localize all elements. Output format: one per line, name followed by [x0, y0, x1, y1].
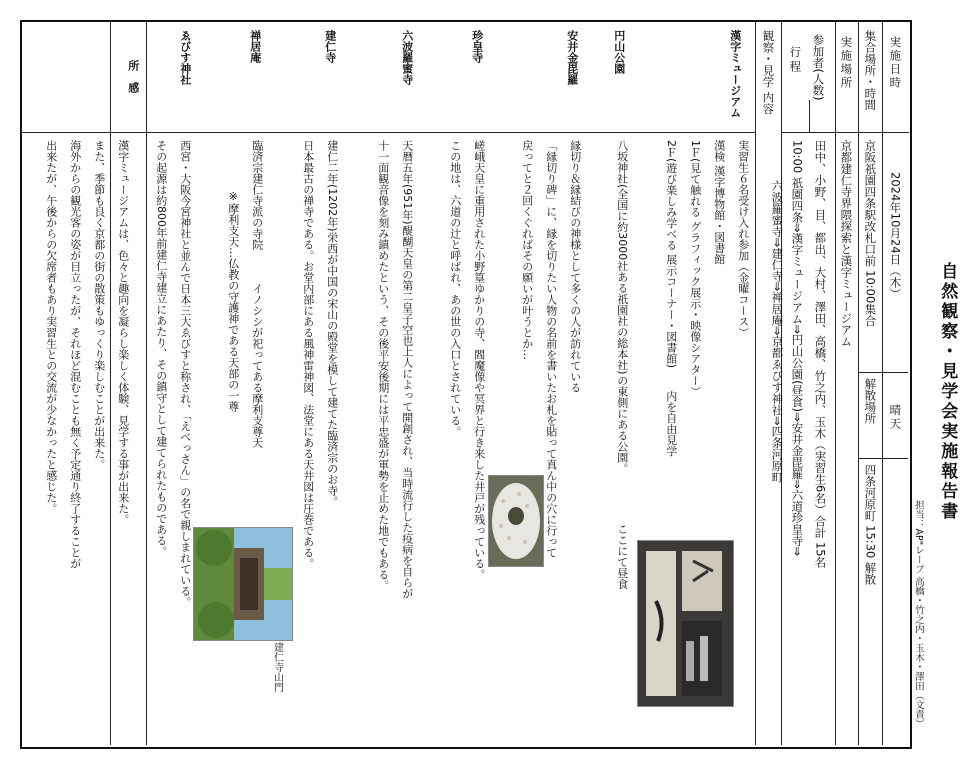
value-weather: 晴天	[888, 404, 903, 431]
value-place: 京都建仁寺界隈探索と漢字ミュージアム	[839, 140, 854, 347]
label-meeting: 集合場所・時間	[863, 30, 878, 111]
section-line: 天暦五年(951年)醍醐天皇の第二皇子空也上人によって開創され、当時流行した疫病を自らが	[400, 140, 414, 599]
section-line: 戻ってと２回くぐればその願いが叶うとか…	[520, 140, 534, 360]
section-heading-chinnoji: 珍皇寺	[470, 30, 484, 63]
section-line: 1Ｆ(見て触れる グラフィック展示・映像シアター）	[688, 140, 702, 397]
section-heading-yasui: 安井金毘羅	[565, 30, 579, 85]
remarks-line: 出来たが、午後からの欠席者もあり実習生との交流が少なかったと感じた。	[44, 140, 58, 514]
divider	[146, 20, 147, 745]
label-content: 観察・見学 内容	[761, 30, 776, 115]
divider	[809, 100, 810, 132]
section-line: 建仁二年(1202年)栄西が中国の宋山の殿堂を模して建てた臨済宗のお寺。	[325, 140, 339, 507]
remarks-line: 海外からの観光客の姿が目立ったが、それほど混むことも無く予定通り終了することが	[68, 140, 82, 569]
section-line: 2Ｆ(遊び楽しみ学べる 展示コーナー・図書館) 内を自由見学	[664, 140, 678, 457]
label-dismissal: 解散場所	[863, 378, 878, 424]
section-heading-kanji-museum: 漢字ミュージアム	[728, 30, 742, 118]
section-line: 「縁切り碑」に、縁を切りたい人物の名前を書いたお札を貼って真ん中の穴に行って	[544, 140, 558, 558]
divider	[755, 20, 756, 745]
kenninji-photo-caption: 建仁寺山門	[271, 642, 283, 692]
section-line: 日本最古の禅寺である。お堂内部にある風神雷神図、法堂にある天井図は圧巻である。	[301, 140, 315, 569]
section-line: ※摩利支天…仏教の守護神である天部の一尊	[226, 190, 240, 412]
remarks-label: 所 感	[126, 60, 140, 93]
value-participants: 田中、小野、目、都出、大村、澤田、高橋、竹之内、玉木（実習生6名）合計 15名	[813, 140, 828, 569]
kanji-museum-photo	[637, 540, 734, 707]
report-title: 自然観察・見学会実施報告書	[937, 262, 958, 522]
divider	[858, 372, 908, 373]
kenninji-gate-photo	[193, 527, 293, 641]
remarks-line: 漢字ミュージアムは、色々と趣向を凝らし楽しく体験、見学する事が出来た。	[116, 140, 130, 525]
section-line: 十一面観音像を刻み鎮めたという、その後平安後期には平忠盛が軍勢を止めた地でもある。	[376, 140, 390, 591]
section-line: 実習生６名受け入れ参加（金曜コース）	[736, 140, 750, 338]
divider	[858, 20, 859, 745]
remarks-line: また、季節も良く京都の街の散策もゆっくり楽しむことが出来た。	[92, 140, 106, 470]
divider	[882, 20, 883, 745]
section-heading-kenninji: 建仁寺	[323, 30, 337, 63]
section-heading-zenkyoan: 禅居庵	[248, 30, 262, 63]
divider	[858, 458, 908, 459]
section-line: 八坂神社(全国に約3000社ある祇園社の総本社)の東側にある公園。 ここにて昼食	[615, 140, 629, 590]
staff-credit: 担当：AP"レープ 高橋・竹之内・玉木・澤田（文責）	[912, 500, 924, 729]
value-dismissal: 四条河原町 15:30 解散	[863, 464, 878, 585]
section-line: 縁切り＆縁結びの神様として多くの人が訪れている	[568, 140, 582, 393]
section-heading-ebisu: ゑびす神社	[178, 30, 192, 85]
section-line: 漢検 漢字博物館・図書館	[712, 140, 726, 265]
section-line: その起源は約800年前建仁寺建立にあたり、その鎮守として建てられたものである。	[154, 140, 168, 557]
value-date: 2024年10月24日（木）	[888, 172, 903, 300]
section-line: 西宮・大阪今宮神社と並んで日本三大ゑびすと称され、「えべっさん」の名で親しまれている。	[178, 140, 192, 608]
section-line: この地は、六道の辻と呼ばれ、あの世の入口とされている。	[448, 140, 462, 437]
divider	[20, 132, 755, 133]
value-itinerary-1: 10:00 祇園四条⇒漢字ミュージアム⇒円山公園(昼食)⇒安井金毘羅⇒六道珍皇寺⇒	[790, 140, 805, 556]
value-itinerary-2: 六波羅蜜寺⇒建仁寺⇒禅居庵⇒京都ゑびす神社⇒四条河原町	[770, 180, 785, 484]
label-date: 実施日時	[888, 36, 903, 90]
divider	[781, 132, 909, 133]
label-participants: 参加者(人数)	[811, 34, 826, 101]
enkiri-stone-photo	[488, 475, 544, 567]
value-meeting: 京阪祇園四条駅改札口前 10:00集合	[863, 140, 878, 327]
label-place: 実施場所	[839, 36, 854, 90]
section-line: 嵯峨天皇に重用された小野篁ゆかりの寺、閻魔像や冥界と行き来した井戸が残っている。	[472, 140, 486, 580]
section-heading-maruyama: 円山公園	[612, 30, 626, 74]
section-line: 臨済宗建仁寺派の寺院 イノシシが祀ってある摩利支尊天	[250, 140, 264, 448]
divider	[835, 20, 836, 745]
section-heading-rokuharamitsuji: 六波羅蜜寺	[400, 30, 414, 85]
divider	[110, 20, 111, 745]
label-itinerary: 行程	[788, 46, 803, 75]
